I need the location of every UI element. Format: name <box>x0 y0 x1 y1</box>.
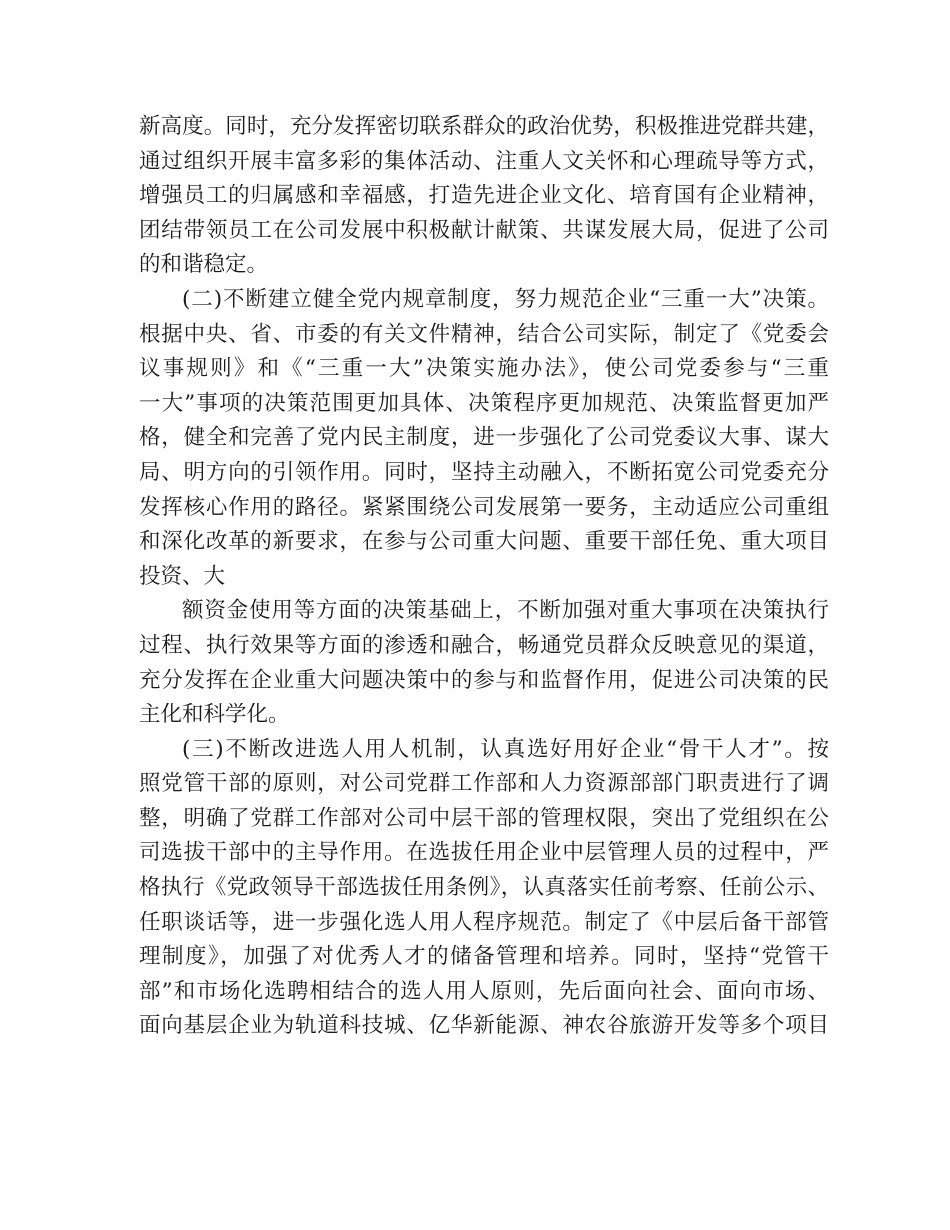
text-line: 发挥核心作用的路径。紧紧围绕公司发展第一要务，主动适应公司重组 <box>139 494 829 520</box>
text-line: 格，健全和完善了党内民主制度，进一步强化了公司党委议大事、谋大 <box>139 425 829 451</box>
text-line: 过程、执行效果等方面的渗透和融合，畅通党员群众反映意见的渠道， <box>139 632 829 658</box>
text-line: 格执行《党政领导干部选拔任用条例》，认真落实任前考察、任前公示、 <box>139 875 829 901</box>
text-line: 新高度。同时，充分发挥密切联系群众的政治优势，积极推进党群共建， <box>139 114 829 139</box>
body-text <box>139 110 829 1044</box>
text-line: 的和谐稳定。 <box>139 252 269 278</box>
text-line: 整，明确了党群工作部对公司中层干部的管理权限，突出了党组织在公 <box>139 805 829 831</box>
text-line: 额资金使用等方面的决策基础上，不断加强对重大事项在决策执行 <box>182 598 829 624</box>
text-line: 理制度》，加强了对优秀人才的储备管理和培养。同时，坚持“党管干 <box>139 944 829 970</box>
text-line: 投资、大 <box>139 563 226 589</box>
text-line: 任职谈话等，进一步强化选人用人程序规范。制定了《中层后备干部管 <box>139 909 829 935</box>
text-line: 照党管干部的原则，对公司党群工作部和人力资源部部门职责进行了调 <box>139 771 829 797</box>
text-line: 通过组织开展丰富多彩的集体活动、注重人文关怀和心理疏导等方式， <box>139 148 829 174</box>
text-line: 和深化改革的新要求，在参与公司重大问题、重要干部任免、重大项目 <box>139 529 829 555</box>
text-line: 部”和市场化选聘相结合的选人用人原则，先后面向社会、面向市场、 <box>139 978 829 1004</box>
text-line: 一大”事项的决策范围更加具体、决策程序更加规范、决策监督更加严 <box>139 390 829 416</box>
text-line: 面向基层企业为轨道科技城、亿华新能源、神农谷旅游开发等多个项目 <box>139 1013 829 1039</box>
text-line: 主化和科学化。 <box>139 702 290 728</box>
text-line: 团结带领员工在公司发展中积极献计献策、共谋发展大局，促进了公司 <box>139 217 829 243</box>
text-line: 司选拔干部中的主导作用。在选拔任用企业中层管理人员的过程中，严 <box>139 840 829 866</box>
text-line: 充分发挥在企业重大问题决策中的参与和监督作用，促进公司决策的民 <box>139 667 829 693</box>
section-heading-line: (三)不断改进选人用人机制，认真选好用好企业“骨干人才”。按 <box>182 736 829 762</box>
text-line: 根据中央、省、市委的有关文件精神，结合公司实际，制定了《党委会 <box>139 321 829 347</box>
section-heading-line: (二)不断建立健全党内规章制度，努力规范企业“三重一大”决策。 <box>182 286 829 312</box>
text-line: 局、明方向的引领作用。同时，坚持主动融入，不断拓宽公司党委充分 <box>139 459 829 485</box>
text-line: 议事规则》和《“三重一大”决策实施办法》，使公司党委参与“三重 <box>139 356 829 382</box>
text-line: 增强员工的归属感和幸福感，打造先进企业文化、培育国有企业精神， <box>139 183 829 209</box>
